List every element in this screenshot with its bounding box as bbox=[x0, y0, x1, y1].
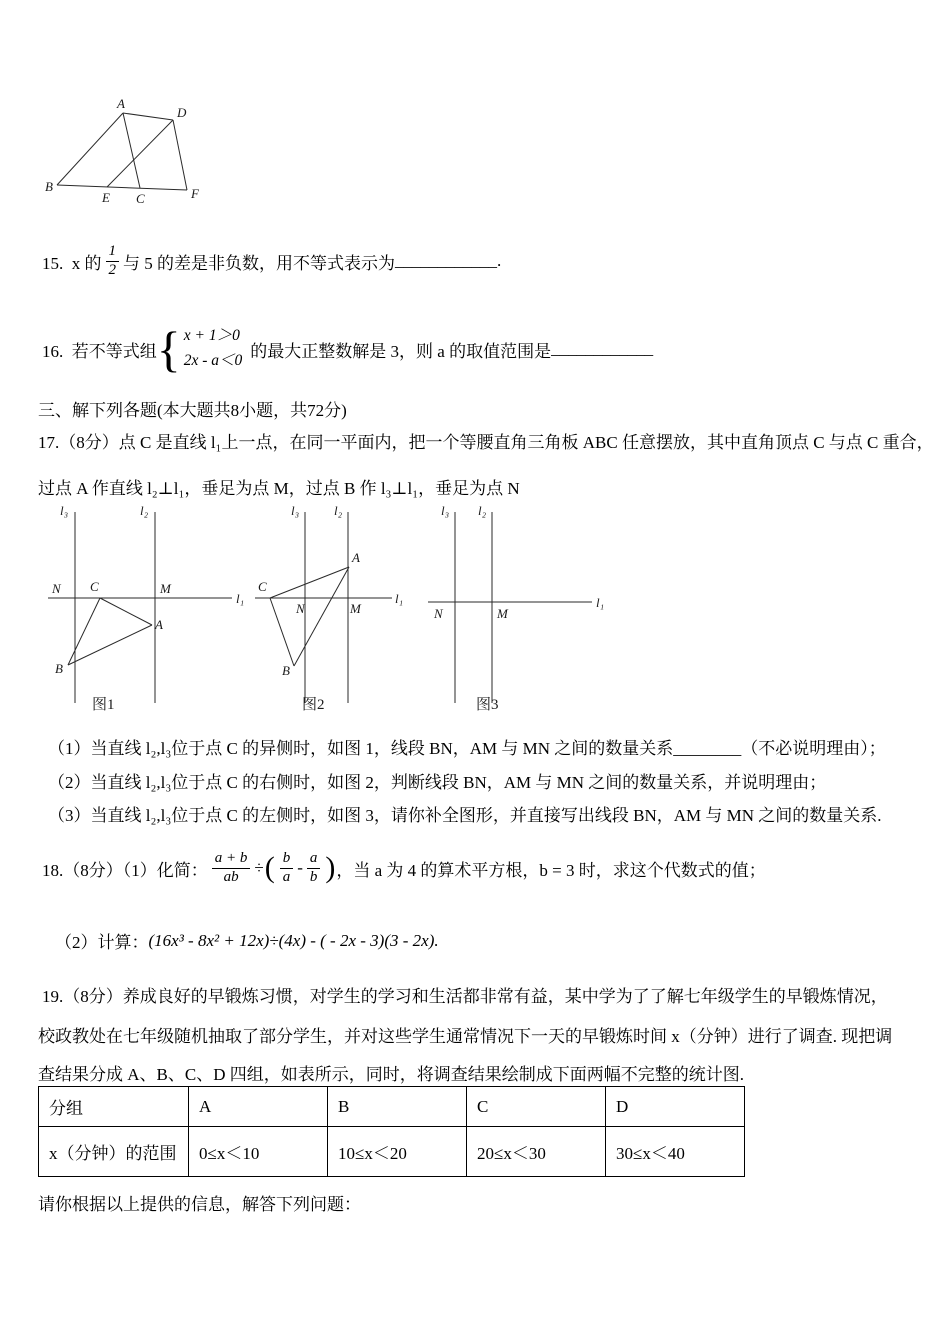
q17-subquestion-1: （1）当直线 l₂,l₃位于点 C 的异侧时，如图 1，线段 BN，AM 与 MN 之间的数量关系________（不必说明理由）； bbox=[48, 739, 886, 758]
fig3-label-M: M bbox=[497, 606, 508, 621]
fig3-label-N: N bbox=[434, 606, 443, 621]
triangle-ABC-lines bbox=[57, 113, 140, 188]
fig1-label-M: M bbox=[160, 581, 171, 596]
question-15 bbox=[42, 238, 501, 284]
label-C: C bbox=[136, 191, 145, 206]
table-header-cell: D bbox=[606, 1087, 745, 1127]
translation-figure bbox=[45, 95, 245, 210]
fig2-label-B: B bbox=[282, 663, 290, 678]
fig3-label-l2: l₂ bbox=[478, 503, 487, 518]
q17-subquestion-3: （3）当直线 l₂,l₃位于点 C 的左侧时，如图 3，请你补全图形，并直接写出线段 BN，AM 与 MN 之间的数量关系. bbox=[48, 806, 882, 825]
minus-sign: - bbox=[297, 858, 303, 877]
division-sign: ÷ bbox=[254, 858, 264, 877]
q19-line-3: 查结果分成 A、B、C、D 四组，如表所示，同时，将调查结果绘制成下面两幅不完整的统计图. bbox=[38, 1065, 744, 1084]
left-paren: ( bbox=[264, 851, 275, 884]
q16-text-post: 的最大正整数解是 3，则 a 的取值范围是 bbox=[250, 341, 552, 361]
fig3-label-l3: l₃ bbox=[441, 503, 450, 518]
fig1-label-l2: l₂ bbox=[140, 503, 149, 518]
fig2-caption: 图2 bbox=[302, 697, 325, 713]
fig2-triangle bbox=[270, 567, 349, 666]
fig2-label-A: A bbox=[352, 550, 360, 565]
q15-text-pre: 15. x 的 bbox=[42, 253, 102, 273]
label-B: B bbox=[45, 179, 53, 194]
q19-line-1: 19.（8分）养成良好的早锻炼习惯，对学生的学习和生活都非常有益，某中学为了了解七年级学生的早锻炼情况， bbox=[42, 987, 888, 1006]
fig2-label-N: N bbox=[296, 601, 305, 616]
q16-answer-blank: ____________ bbox=[551, 339, 654, 358]
table-cell: 0≤x＜10 bbox=[189, 1127, 328, 1177]
fig1-label-l1: l₁ bbox=[236, 591, 245, 606]
figure-2 bbox=[250, 503, 410, 713]
q18-p1-tail: ，当 a 为 4 的算术平方根，b = 3 时，求这个代数式的值； bbox=[336, 860, 766, 880]
q18-p2-expression: (16x³ - 8x² + 12x)÷(4x) - ( - 2x - 3)(3 - 2x). bbox=[148, 930, 439, 950]
footer-prompt: 请你根据以上提供的信息，解答下列问题： bbox=[38, 1195, 361, 1214]
figure-3 bbox=[420, 503, 610, 713]
table-cell: x（分钟）的范围 bbox=[39, 1127, 189, 1177]
table-cell: 20≤x＜30 bbox=[467, 1127, 606, 1177]
table-header-cell: 分组 bbox=[39, 1087, 189, 1127]
fig2-label-l3: l₃ bbox=[291, 503, 300, 518]
table-header-cell: C bbox=[467, 1087, 606, 1127]
q15-fraction-one-half bbox=[106, 243, 120, 279]
q17-line-1: 17.（8分）点 C 是直线 l₁上一点，在同一平面内，把一个等腰直角三角板 ABC 任意摆放，其中直角顶点 C 与点 C 重合， bbox=[38, 433, 934, 452]
table-cell: 30≤x＜40 bbox=[606, 1127, 745, 1177]
connecting-lines bbox=[57, 113, 187, 190]
q15-frac-numerator: 1 bbox=[106, 243, 120, 261]
label-A: A bbox=[117, 96, 125, 111]
q17-line-2: 过点 A 作直线 l₂⊥l₁，垂足为点 M，过点 B 作 l₃⊥l₁，垂足为点 N bbox=[38, 479, 520, 498]
q15-answer-blank: ____________. bbox=[395, 251, 502, 270]
q17-subquestion-2: （2）当直线 l₂,l₃位于点 C 的右侧时，如图 2，判断线段 BN，AM 与 MN 之间的数量关系，并说明理由； bbox=[48, 773, 827, 792]
triangle-DEF-lines bbox=[107, 120, 187, 190]
fig1-caption: 图1 bbox=[92, 697, 115, 713]
fig2-label-l1: l₁ bbox=[395, 591, 404, 606]
fig2-label-C: C bbox=[258, 579, 267, 594]
label-F: F bbox=[191, 186, 199, 201]
inequality-2: 2x - a＜0 bbox=[183, 352, 243, 369]
left-brace: { bbox=[156, 320, 181, 377]
label-D: D bbox=[177, 105, 187, 120]
table-header-row bbox=[39, 1087, 745, 1127]
figure-1 bbox=[40, 503, 255, 713]
question-16 bbox=[42, 318, 653, 380]
q19-line-2: 校政教处在七年级随机抽取了部分学生，并对这些学生通常情况下一天的早锻炼时间 x（分钟）进行了调查. 现把调 bbox=[38, 1027, 893, 1046]
fig1-label-l3: l₃ bbox=[60, 503, 69, 518]
q18-p1-label: 18.（8分）（1）化简： bbox=[42, 860, 208, 880]
fig1-label-C: C bbox=[90, 579, 99, 594]
fig1-label-B: B bbox=[55, 661, 63, 676]
fraction-a-plus-b-over-ab: $\frac{a + b}{ab}$ bbox=[212, 850, 251, 886]
fraction-b-over-a: $\frac{b}{a}$ bbox=[280, 850, 294, 886]
fig3-label-l1: l₁ bbox=[596, 595, 605, 610]
fig1-label-N: N bbox=[52, 581, 61, 596]
fig1-triangle bbox=[68, 598, 152, 665]
table-header-cell: B bbox=[328, 1087, 467, 1127]
q18-p2-label: （2）计算： bbox=[55, 933, 149, 952]
inequality-1: x + 1＞0 bbox=[183, 327, 240, 345]
fraction-a-over-b: $\frac{a}{b}$ bbox=[307, 850, 321, 886]
question-18-part1 bbox=[42, 840, 766, 896]
question-18-part2 bbox=[55, 928, 439, 953]
right-paren: ) bbox=[325, 851, 336, 884]
fig2-label-M: M bbox=[350, 601, 361, 616]
inequality-system bbox=[184, 324, 243, 374]
q15-frac-denominator: 2 bbox=[108, 261, 116, 278]
table-cell: 10≤x＜20 bbox=[328, 1127, 467, 1177]
section-3-header: 三、解下列各题(本大题共8小题，共72分) bbox=[38, 401, 347, 420]
label-E: E bbox=[102, 190, 110, 205]
fig3-caption: 图3 bbox=[476, 697, 499, 713]
fig1-label-A: A bbox=[155, 617, 163, 632]
survey-table bbox=[38, 1086, 745, 1177]
table-header-cell: A bbox=[189, 1087, 328, 1127]
fig2-label-l2: l₂ bbox=[334, 503, 343, 518]
q15-text-post: 与 5 的差是非负数，用不等式表示为 bbox=[123, 253, 395, 273]
table-data-row bbox=[39, 1127, 745, 1177]
q16-text-pre: 16. 若不等式组 bbox=[42, 341, 157, 361]
